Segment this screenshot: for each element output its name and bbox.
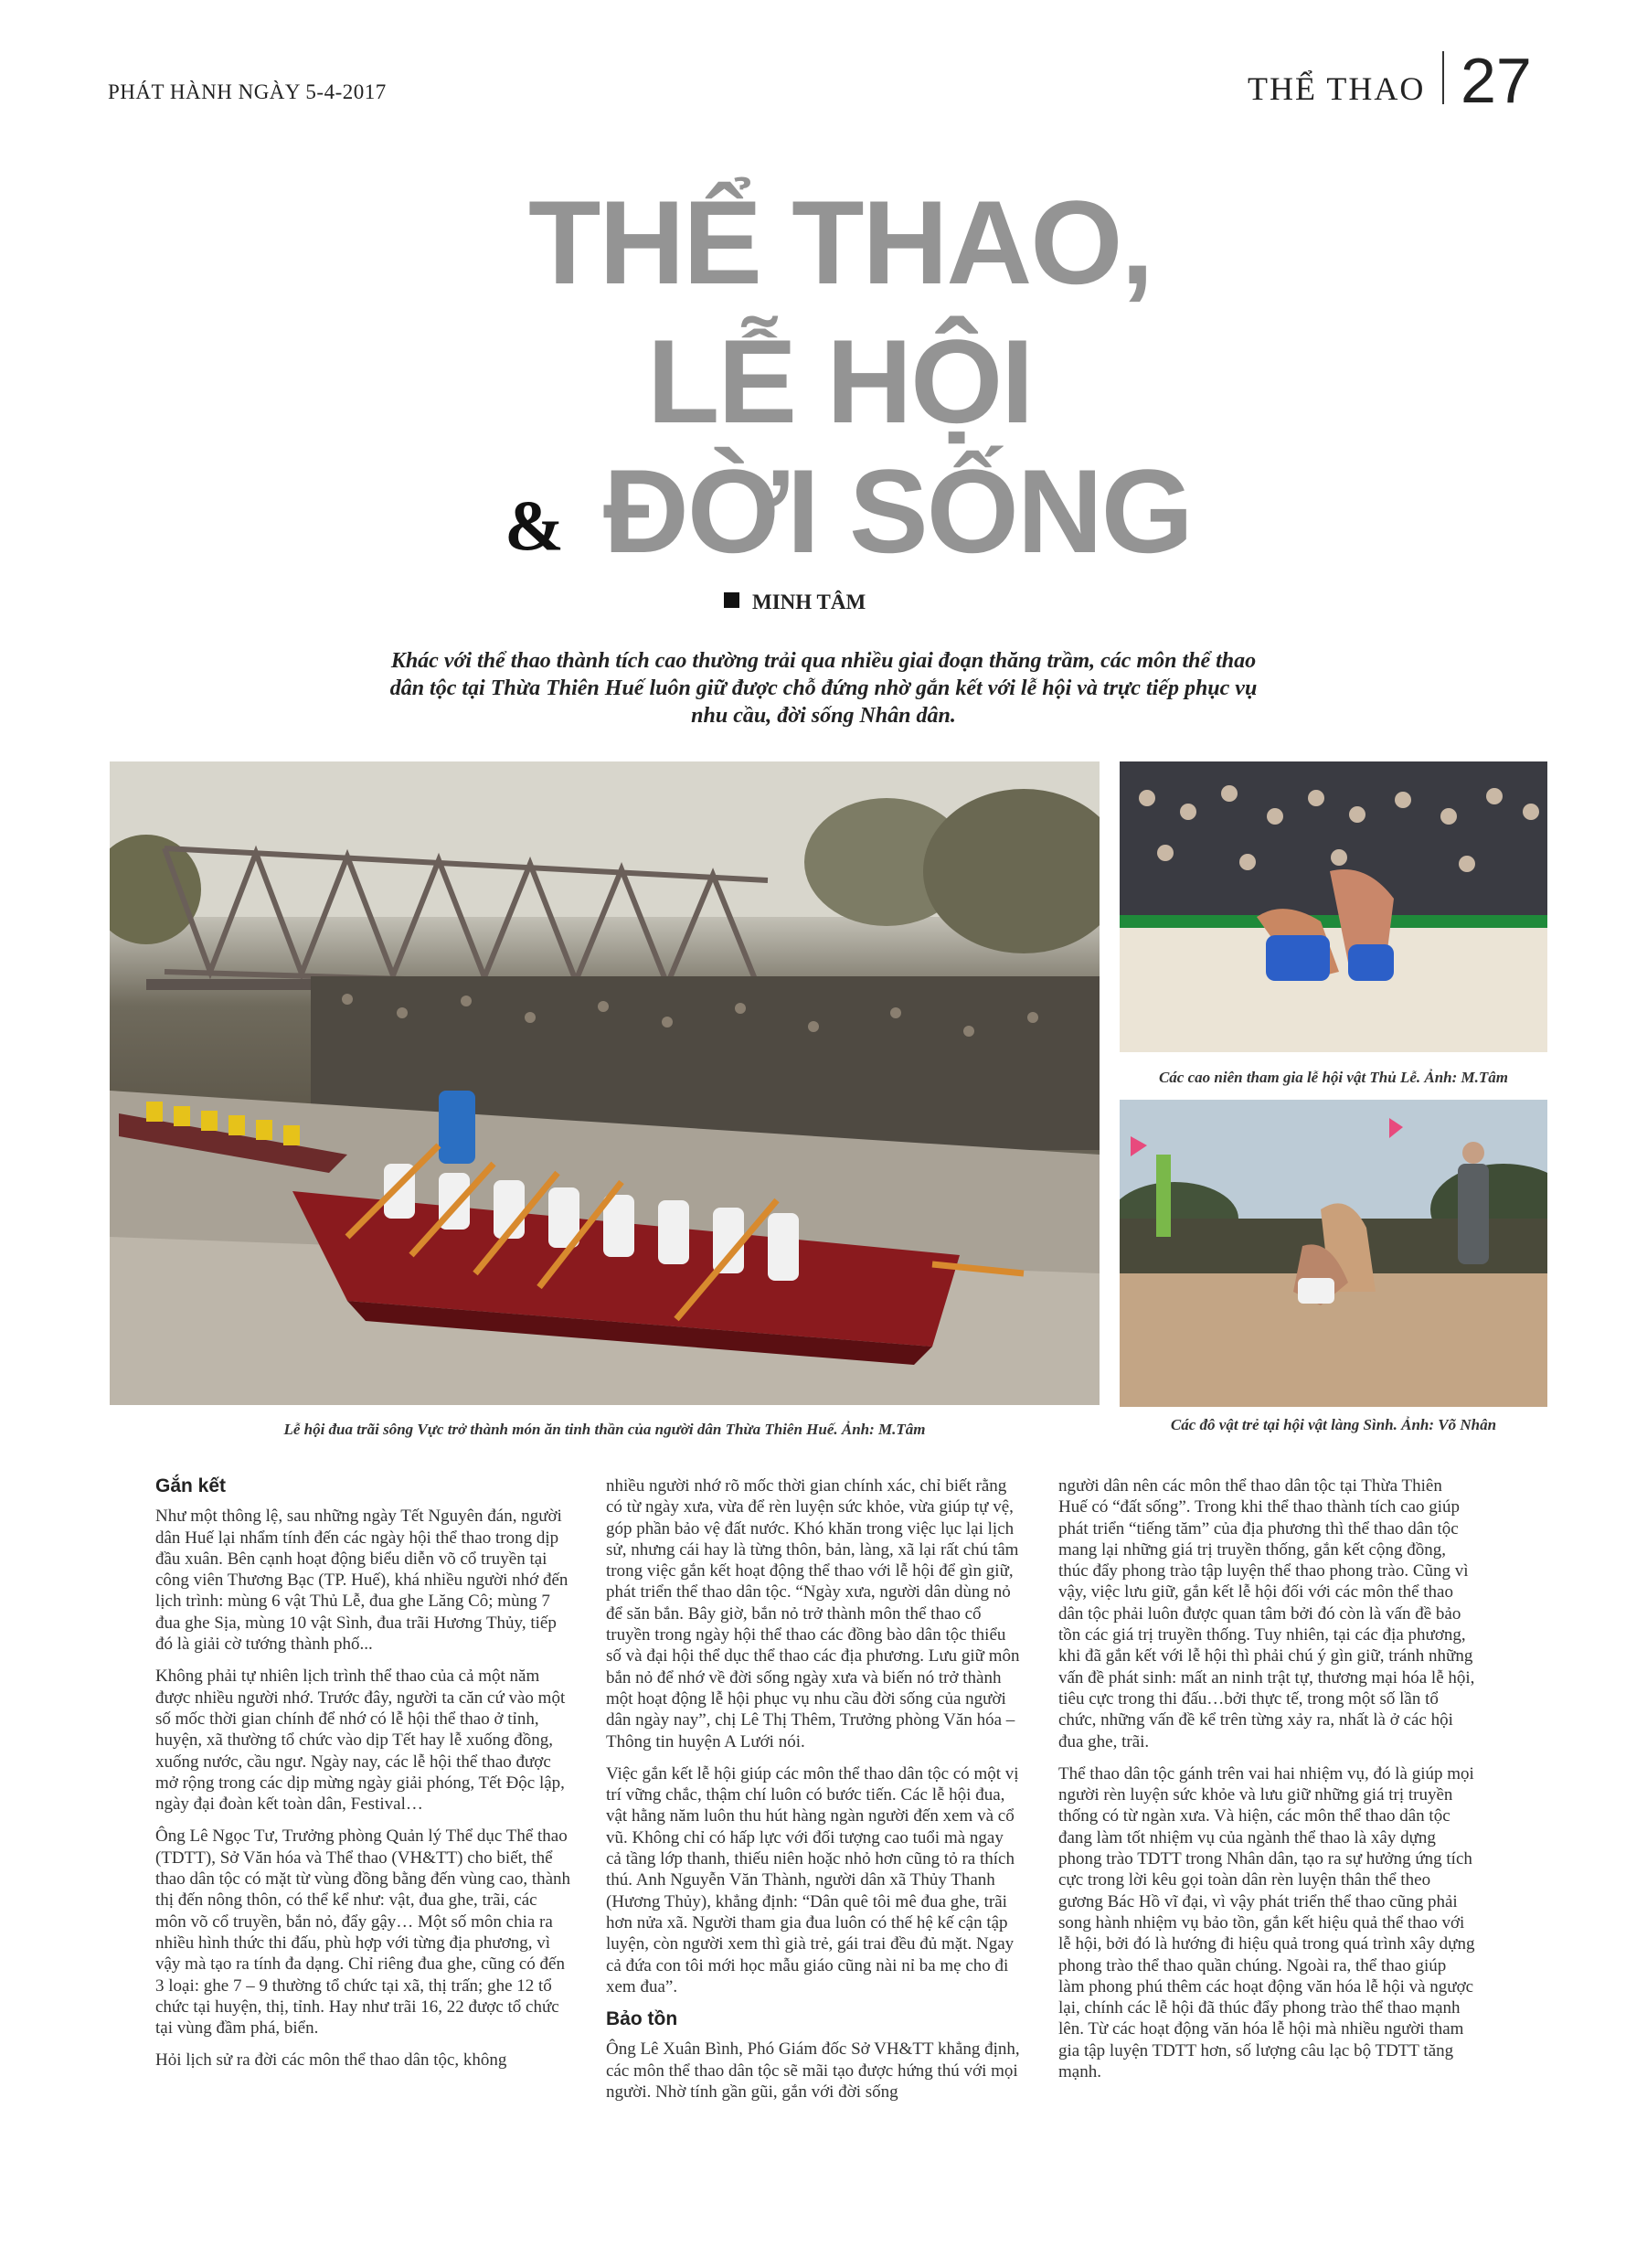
- headline-line-3: ĐỜI SỐNG: [603, 444, 1192, 578]
- headline-line-1: THỂ THAO,: [528, 176, 1153, 309]
- boat-race-photo: [110, 761, 1100, 1405]
- section-name: THỂ THAO: [1248, 70, 1426, 107]
- header-divider: [1442, 51, 1444, 104]
- young-wrestlers-photo: [1120, 1100, 1547, 1407]
- subheading-gan-ket: Gắn kết: [155, 1475, 227, 1496]
- paragraph: Như một thông lệ, sau những ngày Tết Nguyên đán, người dân Huế lại nhẩm tính đến các ngày hội thể thao trong dịp đầu xuân. Bên cạnh hoạt động biểu diễn võ cổ truyền tại công viên Thương Bạc (TP. Huế), khá nhiều người nhớ đến lịch trình: mùng 6 vật Thủ Lễ, đua ghe Lăng Cô; mùng 7 đua ghe Sịa, mùng 10 vật Sình, đua trãi Hương Thủy, tiếp đó là giải cờ tướng thành phố...: [155, 1507, 568, 1655]
- article-column-3: [1058, 1475, 1475, 2093]
- article-column-2: [606, 1475, 1023, 2114]
- paragraph: người dân nên các môn thể thao dân tộc tại Thừa Thiên Huế có “đất sống”. Trong khi thể thao thành tích cao giúp phát triển “tiếng tăm” của địa phương thì thể thao dân tộc mang lại những giá trị truyền thống, gắn kết cộng đồng, thúc đẩy phong trào tập luyện thể thao phong trào. Cũng vì vậy, việc lưu giữ, gắn kết lễ hội đối với các môn thể thao dân tộc phải luôn được quan tâm bởi đó còn là vấn đề bảo tồn các giá trị truyền thống. Tuy nhiên, tại các địa phương, khi đã gắn kết với lễ hội thì phải chú ý gìn giữ, tránh những vấn đề phát sinh: mất an ninh trật tự, thương mại hóa lễ hội, tiêu cực trong thi đấu…bởi thực tế, trong một số lần tổ chức, những vấn đề kể trên từng xảy ra, nhất là ở các hội đua ghe, trãi.: [1058, 1476, 1475, 1752]
- issue-date: PHÁT HÀNH NGÀY 5-4-2017: [108, 80, 387, 103]
- paragraph: Ông Lê Ngọc Tư, Trưởng phòng Quản lý Thể dục Thể thao (TDTT), Sở Văn hóa và Thể thao (VH&TT) cho biết, thể thao dân tộc có mặt từ vùng đồng bằng đến vùng cao, thành thị đến nông thôn, có thể kể như: vật, đua ghe, trãi, các môn võ cổ truyền, bắn nỏ, đẩy gậy… Một số môn chia ra nhiều hình thức thi đấu, phù hợp với từng địa phương, vì vậy mà tạo ra tính đa dạng. Chỉ riêng đua ghe, cũng có đến 3 loại: ghe 7 – 9 thường tổ chức tại xã, thị trấn; ghe 12 tổ chức tại huyện, thị, tỉnh. Hay như trãi 16, 22 được tổ chức tại vùng đầm phá, biển.: [155, 1826, 571, 2039]
- paragraph: Không phải tự nhiên lịch trình thể thao của cả một năm được nhiều người nhớ. Trước đây, người ta căn cứ vào một số mốc thời gian chính để nhớ có lễ hội thể thao ở tỉnh, huyện, xã thường tổ chức vào dịp Tết hay lễ xuống đồng, xuống nước, cầu ngư. Ngày nay, các lễ hội thể thao được mở rộng trong các dịp mừng ngày giải phóng, Tết Độc lập, ngày đại đoàn kết toàn dân, Festival…: [155, 1666, 566, 1815]
- caption-boat-race: Lễ hội đua trãi sông Vực trở thành món ăn tinh thần của người dân Thừa Thiên Huế. Ảnh: M.Tâm: [283, 1421, 926, 1438]
- subheading-bao-ton: Bảo tồn: [606, 2008, 678, 2030]
- paragraph: Việc gắn kết lễ hội giúp các môn thể thao dân tộc có một vị trí vững chắc, thậm chí luôn có bước tiến. Các lễ hội đua, vật hằng năm luôn thu hút hàng ngàn người đến xem và cổ vũ. Không chỉ có hấp lực với đối tượng cao tuổi mà ngay cả tầng lớp thanh, thiếu niên hoặc nhỏ hơn cũng tỏ ra thích thú. Anh Nguyễn Văn Thành, người dân xã Thủy Thanh (Hương Thủy), khẳng định: “Dân quê tôi mê đua ghe, trãi hơn nửa xã. Người tham gia đua luôn có thế hệ kế cận tập luyện, còn người xem thì già trẻ, gái trai đều đủ mặt. Ngay cả đứa con tôi mới học mẫu giáo cũng nài nỉ ba mẹ cho đi xem đua”.: [606, 1763, 1019, 1996]
- page-number: 27: [1461, 45, 1532, 116]
- paragraph: Hỏi lịch sử ra đời các môn thể thao dân tộc, không: [155, 2050, 507, 2071]
- author-name: MINH TÂM: [752, 591, 866, 613]
- boat-race-illustration: [110, 761, 1100, 1405]
- headline-ampersand: &: [505, 485, 564, 565]
- byline: [724, 591, 866, 614]
- paragraph: Thể thao dân tộc gánh trên vai hai nhiệm vụ, đó là giúp mọi người rèn luyện sức khỏe và lưu giữ những giá trị truyền thống có từ ngàn xưa. Và hiện, các môn thể thao dân tộc đang làm tốt nhiệm vụ của ngành thể thao là xây dựng phong trào TDTT trong Nhân dân, tạo ra sự hưởng ứng tích cực trong lời kêu gọi toàn dân rèn luyện thân thể theo gương Bác Hồ vĩ đại, vì vậy phát triển thể thao cũng phải song hành nhiệm vụ bảo tồn, gắn kết hiệu quả thể thao với lễ hội, bởi đó là hướng đi hiệu quả trong quá trình xây dựng phong trào thể thao quần chúng. Ngoài ra, thể thao giúp làm phong phú thêm các hoạt động văn hóa lễ hội và ngược lại, chính các lễ hội đã thúc đẩy phong trào thể thao mạnh lên. Từ các hoạt động văn hóa lễ hội mà nhiều người tham gia tập luyện TDTT hơn, số lượng câu lạc bộ TDTT tăng mạnh.: [1058, 1763, 1475, 2082]
- young-wrestlers-illustration: [1120, 1100, 1547, 1407]
- byline-square-icon: [724, 592, 739, 608]
- wrestling-elders-photo: [1120, 761, 1547, 1052]
- paragraph: nhiều người nhớ rõ mốc thời gian chính xác, chỉ biết rằng có từ ngày xưa, vừa để rèn luyện sức khỏe, vừa giúp tự vệ, góp phần bảo vệ đất nước. Khó khăn trong việc lục lại lịch sử, nhưng cái hay là từng thôn, bản, làng, xã lại rất chú tâm trong việc gắn kết hoạt động thể thao với lễ hội để gìn giữ, phát triển thể thao dân tộc. “Ngày xưa, người dân dùng nỏ để săn bắn. Bây giờ, bắn nỏ trở thành môn thể thao cổ truyền trong ngày hội thể thao các đồng bào dân tộc thiểu số và đại hội thể dục thể thao các địa phương. Lưu giữ môn bắn nỏ để nhớ về đời sống ngày xưa và biến nó trở thành một hoạt động lễ hội phục vụ nhu cầu đời sống của người dân ngày nay”, chị Lê Thị Thêm, Trưởng phòng Văn hóa – Thông tin huyện A Lưới nói.: [606, 1476, 1020, 1752]
- paragraph: Ông Lê Xuân Bình, Phó Giám đốc Sở VH&TT khẳng định, các môn thể thao dân tộc sẽ mãi tạo được hứng thú với mọi người. Nhờ tính gần gũi, gắn với đời sống: [606, 2039, 1020, 2103]
- article-column-1: [155, 1475, 572, 2082]
- caption-wrestling-elders: Các cao niên tham gia lễ hội vật Thủ Lễ. Ảnh: M.Tâm: [1158, 1069, 1509, 1086]
- headline-line-2: LỄ HỘI: [647, 314, 1033, 448]
- caption-young-wrestlers: Các đô vật trẻ tại hội vật làng Sình. Ảnh: Võ Nhân: [1170, 1416, 1497, 1433]
- lead-paragraph: Khác với thể thao thành tích cao thường trải qua nhiều giai đoạn thăng trầm, các môn thể thao dân tộc tại Thừa Thiên Huế luôn giữ được chỗ đứng nhờ gắn kết với lễ hội và trực tiếp phục vụ nhu cầu, đời sống Nhân dân.: [389, 649, 1258, 728]
- wrestling-elders-illustration: [1120, 761, 1547, 1052]
